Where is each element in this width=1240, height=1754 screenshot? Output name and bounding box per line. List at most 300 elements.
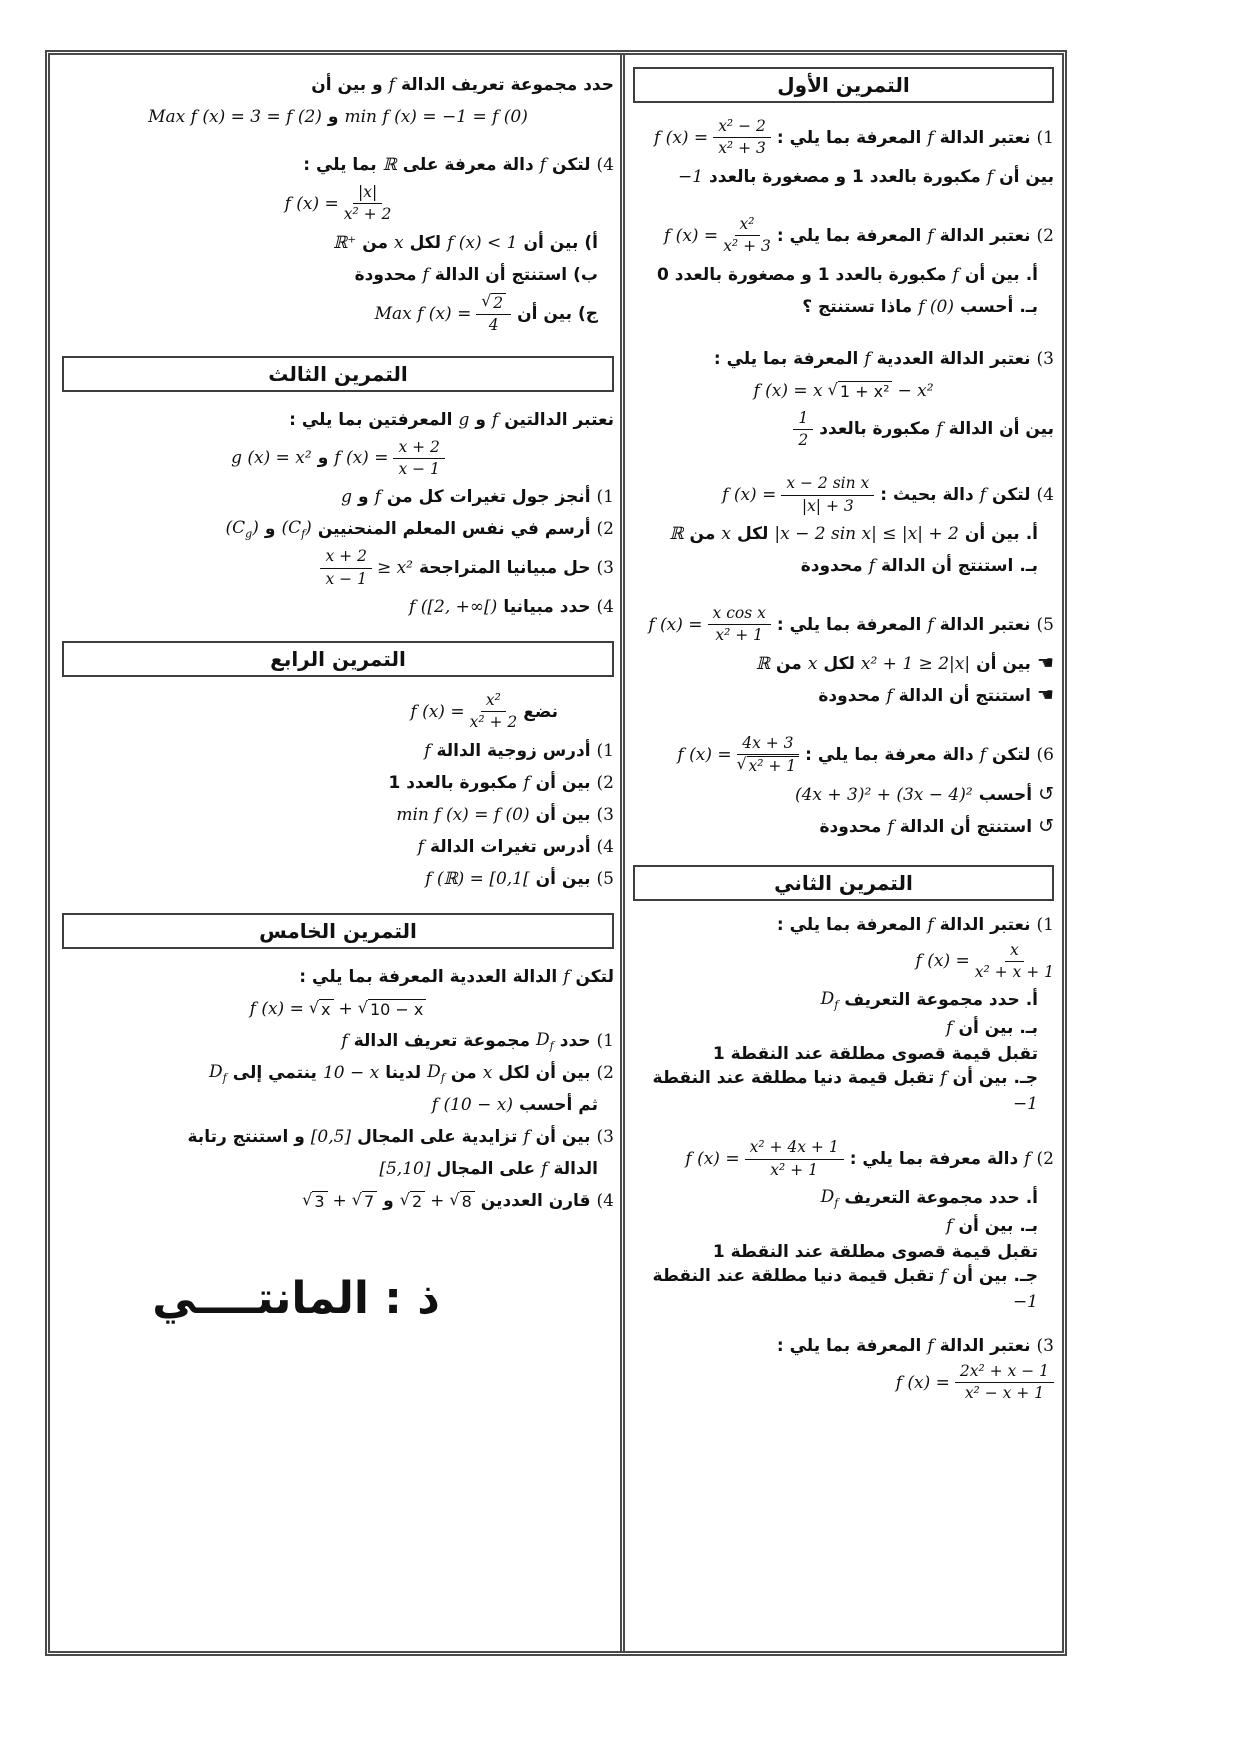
text: و استنتج رتابة: [187, 1126, 305, 1147]
curve-Cg: [226, 518, 259, 540]
fraction: [470, 691, 518, 733]
math-R: ℝ: [755, 653, 770, 674]
math-Df: [821, 989, 839, 1011]
math-inequality: x² + 1 ≥ 2|x|: [860, 653, 971, 674]
item-number: 4): [596, 155, 614, 175]
formula-g: g (x) = x²: [231, 448, 312, 469]
line: [633, 474, 1054, 516]
text: بين أن: [964, 524, 1020, 544]
item-number: 3): [596, 558, 614, 579]
radical-sign: √: [827, 379, 838, 399]
math-plus: +: [338, 998, 353, 1019]
fraction-denominator: x² + 1: [770, 1160, 818, 1179]
math-f: f: [979, 745, 987, 766]
line: [62, 593, 614, 621]
sub-line-a: [62, 229, 614, 257]
exercise-3: [62, 406, 614, 622]
line: [62, 483, 614, 511]
text: تقبل قيمة قصوى مطلقة عند النقطة 1: [712, 1242, 1038, 1262]
fraction-numerator: x cos x: [708, 604, 771, 625]
radicand: x² + 1: [747, 756, 800, 776]
math-D: D: [209, 1061, 223, 1082]
text: بين أن: [535, 804, 591, 825]
math-R-plus: ℝ⁺: [333, 232, 357, 253]
fraction: [723, 215, 771, 257]
text: أحسب: [978, 784, 1033, 805]
text: مكبورة بالعدد 1 و مصغورة بالعدد 0: [656, 264, 947, 285]
fraction-denominator: x² + 2: [469, 713, 518, 732]
line: [62, 737, 614, 765]
math-expression: (4x + 3)² + (3x − 4)²: [794, 784, 973, 805]
fraction: [476, 293, 511, 336]
text: بين أن: [535, 772, 591, 793]
formula: [753, 381, 933, 401]
math-C: C: [232, 518, 246, 539]
formula: [722, 474, 874, 516]
text: دالة معرفة بما يلي :: [849, 1149, 1019, 1170]
math-f: f: [936, 419, 943, 440]
text: تقبل قيمة دنيا مطلقة عند النقطة: [652, 1068, 935, 1089]
math-f: f: [868, 556, 875, 576]
text: نعتبر الدالة: [939, 914, 1031, 935]
math-f: f: [1024, 1149, 1031, 1170]
math-D: D: [820, 989, 835, 1010]
text: حدد: [559, 1030, 591, 1051]
line: [62, 71, 614, 99]
math-f: f: [417, 836, 424, 857]
text: لدينا: [385, 1062, 422, 1083]
text: حدد مجموعة التعريف: [844, 990, 1020, 1011]
item-number: 2): [596, 772, 614, 793]
radical-sign: √: [357, 997, 368, 1017]
line: [633, 1138, 1054, 1180]
text: ينتمي إلى: [232, 1062, 317, 1083]
text: لتكن: [552, 155, 591, 175]
formula: [916, 941, 1054, 983]
text: بين أن: [999, 166, 1054, 187]
text: بين أن: [952, 1068, 1008, 1089]
sum-of-roots: [302, 1191, 377, 1211]
text: و بين أن: [311, 75, 383, 95]
math-range: f (ℝ) = [0,1[: [425, 868, 530, 889]
ex1-item-5: [633, 604, 1054, 710]
line: [62, 801, 614, 829]
line: [633, 604, 1054, 646]
text: بين أن: [535, 868, 591, 889]
math-x: x: [721, 524, 731, 544]
radical-sign: √: [302, 1189, 313, 1209]
left-item-4: [62, 151, 614, 336]
radicand: 2: [410, 1191, 425, 1211]
paren: ): [252, 518, 259, 539]
bullet-line: [633, 781, 1054, 809]
radicand: 7: [362, 1191, 377, 1211]
math-f: f: [952, 264, 959, 285]
radical-sign: √: [481, 291, 492, 310]
line: [62, 865, 614, 893]
text: من: [689, 524, 716, 544]
text: مكبورة بالعدد: [819, 419, 931, 440]
math-D: D: [536, 1029, 550, 1050]
text: لكل: [823, 653, 855, 674]
square-root: [737, 756, 800, 776]
text: دالة معرفة على: [402, 155, 534, 175]
fraction-numerator: x + 2: [320, 547, 371, 568]
line: [633, 409, 1054, 451]
text: بين أن: [964, 264, 1020, 285]
item-number: 4): [596, 597, 614, 617]
text-waw: و: [264, 519, 276, 540]
text: بين أن: [958, 1216, 1014, 1236]
text: نضع: [523, 701, 558, 722]
line: [62, 547, 614, 589]
bullet-line: [633, 682, 1054, 710]
formula: [250, 999, 427, 1019]
math-lead: f (x) =: [334, 448, 389, 469]
text: بما يلي :: [303, 155, 377, 175]
fraction-numerator: x²: [735, 215, 760, 236]
square-root: [400, 1191, 425, 1211]
math-lead: f (x) =: [895, 1372, 950, 1393]
fraction: [708, 604, 771, 646]
math-tail: ≥ x²: [376, 558, 413, 579]
formula: [685, 1138, 843, 1180]
line: [62, 833, 614, 861]
sub-label: جـ.: [1013, 1068, 1038, 1089]
exercise-4: [62, 691, 614, 893]
math-lead: f (x) =: [722, 485, 777, 506]
fraction: [713, 117, 771, 159]
sub-label: بـ.: [1019, 1018, 1038, 1039]
math-number: −1: [1012, 1094, 1038, 1115]
fraction-numerator: 2x² + x − 1: [955, 1362, 1054, 1383]
item-number: 3): [1036, 1336, 1054, 1356]
subscript-g: g: [245, 527, 253, 541]
math-Df: [536, 1030, 554, 1052]
formula-line: [62, 691, 614, 733]
text: بين أن: [952, 1266, 1008, 1286]
math-f: f: [927, 914, 934, 935]
text: استنتج أن الدالة: [434, 264, 568, 285]
fraction-numerator: [476, 293, 511, 315]
rotate-arrow-icon: ↺: [1038, 815, 1054, 837]
fraction: [781, 474, 874, 516]
text: أنجز جول تغيرات كل من: [386, 487, 591, 508]
math-f: f: [491, 409, 499, 430]
fraction-denominator: |x| + 3: [801, 496, 854, 515]
formula: [677, 734, 799, 777]
fraction-numerator: x² − 2: [713, 117, 771, 138]
text: الدالة العددية المعرفة بما يلي :: [299, 966, 558, 987]
formula-line: [62, 438, 614, 480]
fraction: [745, 1138, 844, 1180]
left-column: [50, 55, 620, 1651]
text: بين أن: [517, 304, 572, 325]
item-number: 4): [1036, 485, 1054, 506]
text: لتكن: [575, 966, 614, 987]
fraction: [320, 547, 371, 589]
item-number: 2): [596, 519, 614, 540]
math-R: ℝ: [382, 155, 397, 175]
item-number: 2): [1036, 1149, 1054, 1170]
item-number: 5): [596, 868, 614, 889]
teacher-signature: ذ : المانتــــي: [152, 1272, 440, 1324]
item-number: 5): [1036, 614, 1054, 635]
right-column: [625, 55, 1062, 1651]
item-number: 4): [596, 836, 614, 857]
text: استنتج أن الدالة: [881, 556, 1014, 576]
radicand: x: [319, 999, 333, 1019]
sub-line-b: [62, 261, 614, 289]
math-f: f: [927, 225, 934, 246]
fraction-denominator: x² + x + 1: [974, 962, 1054, 981]
formula: [410, 691, 517, 733]
text: ماذا تستنتج ؟: [802, 296, 913, 317]
sub-line-c: [633, 1068, 1054, 1114]
ex1-item-1: [633, 117, 1054, 191]
text: دالة معرفة بما يلي :: [805, 745, 974, 766]
math-f: f: [979, 485, 987, 506]
text: حل مبيانيا المتراجحة: [419, 558, 591, 579]
square-root: [828, 381, 893, 401]
fraction-numerator: x + 2: [393, 438, 444, 459]
fraction-numerator: 4x + 3: [737, 734, 798, 755]
text: تقبل قيمة قصوى مطلقة عند النقطة 1: [712, 1044, 1038, 1065]
ex1-item-4: [633, 474, 1054, 580]
radicand: 10 − x: [368, 999, 426, 1019]
text: المعرفتين بما يلي :: [289, 409, 453, 430]
math-f: f: [523, 772, 530, 793]
line: [633, 915, 1054, 983]
text-waw: و: [475, 409, 486, 430]
math-lead: f (x) =: [663, 225, 719, 246]
sub-line-b: [633, 552, 1054, 580]
text: دالة بحيث :: [880, 485, 974, 506]
text: أدرس زوجية الدالة: [436, 740, 591, 761]
fraction-denominator: 2: [798, 430, 809, 449]
line: [62, 963, 614, 991]
math-Df: [209, 1062, 227, 1084]
fraction-denominator: x² − x + 1: [964, 1384, 1045, 1403]
sum-of-roots: [400, 1191, 475, 1211]
math-x: x: [394, 232, 404, 253]
sub-line-b: [633, 293, 1054, 321]
formula-line: [633, 377, 1054, 405]
line: [62, 406, 614, 434]
sub-label: ب): [573, 264, 598, 285]
math-D: D: [427, 1061, 441, 1082]
text: الدالة: [553, 1158, 598, 1179]
math-Df: [427, 1062, 445, 1084]
line: [62, 1059, 614, 1087]
math-plus: +: [332, 1190, 347, 1211]
text: المعرفة بما يلي :: [713, 348, 859, 369]
math-f: f: [940, 1068, 947, 1089]
text: المعرفة بما يلي :: [776, 127, 922, 148]
subscript-f: f: [222, 1070, 227, 1084]
text: من: [776, 653, 802, 674]
math-max: Max f (x) = 3 = f (2): [148, 107, 322, 127]
fraction: [955, 1362, 1054, 1404]
text: لكل: [409, 232, 442, 253]
text-waw: و: [327, 107, 339, 127]
math-plus: +: [430, 1190, 445, 1211]
text: نعتبر الدالة: [939, 1336, 1031, 1356]
text: المعرفة بما يلي :: [776, 1336, 922, 1356]
fraction-numerator: x² + 4x + 1: [745, 1138, 844, 1159]
text: حدد مجموعة التعريف: [844, 1188, 1020, 1208]
ex2-item-2: [633, 1138, 1054, 1312]
fraction: [975, 941, 1054, 983]
math-g: g: [458, 409, 470, 430]
text-waw: و: [357, 487, 369, 508]
item-number: 6): [1036, 745, 1054, 766]
math-f: f: [927, 1336, 934, 1356]
text: نعتبر الدالة: [939, 614, 1031, 635]
sub-line-a: [633, 986, 1054, 1014]
subscript-f: f: [440, 1070, 445, 1084]
text: لتكن: [992, 745, 1031, 766]
text: بين أن: [535, 1126, 591, 1147]
math-inequality: f (x) < 1: [447, 232, 518, 253]
line: [633, 215, 1054, 257]
line: [633, 1336, 1054, 1404]
ex1-item-3: [633, 345, 1054, 451]
fraction-numerator: x: [1005, 941, 1024, 962]
fraction-denominator: x² + 1: [715, 626, 764, 645]
math-f: f: [946, 1018, 953, 1039]
math-f: f: [887, 816, 894, 837]
text: محدودة: [819, 816, 882, 837]
exercise-2-title: التمرين الثاني: [633, 865, 1054, 901]
text: حدد مبيانيا: [503, 597, 591, 617]
text: المعرفة بما يلي :: [776, 614, 922, 635]
exercise-3-title: التمرين الثالث: [62, 356, 614, 392]
exercise-5-title: التمرين الخامس: [62, 913, 614, 949]
text: محدودة: [354, 264, 417, 285]
math-x: x: [482, 1062, 493, 1083]
fraction-denominator: x − 1: [398, 459, 440, 478]
text: بين أن: [976, 653, 1031, 674]
radicand: 1 + x²: [838, 381, 893, 401]
sub-line-a: [633, 261, 1054, 289]
line: [62, 1187, 614, 1215]
ex1-item-6: [633, 734, 1054, 841]
subscript-f: f: [834, 1196, 839, 1210]
text: من: [450, 1062, 477, 1083]
pointing-hand-icon: ☚: [1036, 684, 1054, 707]
sub-line-a: [633, 1184, 1054, 1212]
item-number: 3): [596, 1126, 614, 1147]
math-lead: f (x) =: [410, 701, 465, 722]
math-f: f: [864, 348, 871, 369]
text: محدودة: [818, 685, 881, 706]
math-f: f: [946, 1216, 953, 1236]
math-lead: Max f (x) =: [374, 304, 472, 325]
text: محدودة: [800, 556, 863, 576]
text: بين أن لكل: [498, 1062, 591, 1083]
text: المعرفة بما يلي :: [776, 914, 922, 935]
sub-label: بـ.: [1019, 556, 1038, 576]
fraction: [737, 734, 800, 777]
sub-label: أ.: [1025, 524, 1038, 544]
math-image-set: f ([2, +∞[): [409, 597, 498, 617]
text: نعتبر الدالة العددية: [876, 348, 1031, 369]
sub-label: أ): [584, 232, 598, 253]
radical-sign: √: [308, 997, 320, 1017]
sub-label: أ.: [1025, 990, 1038, 1011]
text: من: [362, 232, 389, 253]
formula: [285, 183, 392, 225]
math-lead: f (x) =: [677, 745, 732, 766]
math-f: f: [886, 685, 893, 706]
formula: [375, 293, 512, 336]
text-waw: و: [317, 448, 329, 469]
math-tail: − x²: [897, 380, 934, 401]
math-inequality: |x − 2 sin x| ≤ |x| + 2: [774, 524, 959, 544]
math-interval: [5,10]: [379, 1158, 431, 1179]
paren: ): [305, 518, 312, 539]
text: ثم أحسب: [518, 1094, 598, 1115]
line: [633, 163, 1054, 191]
rotate-arrow-icon: ↺: [1038, 783, 1054, 805]
radical-sign: √: [399, 1189, 410, 1209]
sub-line-c: [633, 1266, 1054, 1312]
math-R: ℝ: [669, 524, 684, 544]
subscript-f: f: [549, 1038, 554, 1052]
math-f: f: [388, 75, 395, 95]
item-number: 1): [596, 1030, 614, 1051]
bullet-line: [633, 813, 1054, 841]
formula: [654, 117, 771, 159]
square-root: [449, 1191, 474, 1211]
line: [62, 1091, 614, 1119]
exercise-5: [62, 963, 614, 1215]
item-number: 2): [596, 1062, 614, 1083]
exercise-1-title: التمرين الأول: [633, 67, 1054, 103]
text: بين أن: [958, 1018, 1014, 1039]
fraction: [344, 183, 392, 225]
radicand: 3: [312, 1191, 327, 1211]
square-root: [481, 293, 506, 313]
math-number: −1: [677, 166, 704, 187]
sub-line-a: [633, 520, 1054, 548]
text: المعرفة بما يلي :: [776, 225, 922, 246]
square-root: [352, 1191, 377, 1211]
line: [62, 103, 614, 131]
math-f: f: [539, 155, 547, 175]
text: نعتبر الدالة: [939, 225, 1031, 246]
worksheet-frame: [45, 50, 1067, 1656]
sub-label: جـ.: [1013, 1266, 1038, 1286]
line: [633, 117, 1054, 159]
math-f: f: [422, 264, 429, 285]
text: مجموعة تعريف الدالة: [353, 1030, 531, 1051]
math-expression: f (10 − x): [431, 1094, 513, 1115]
item-number: 1): [1036, 914, 1054, 935]
ex2-item-3: [633, 1336, 1054, 1404]
subscript-f: f: [834, 998, 839, 1012]
text: أدرس تغيرات الدالة: [429, 836, 591, 857]
math-f: f: [927, 614, 934, 635]
math-C: C: [288, 518, 302, 539]
pointing-hand-icon: ☚: [1036, 652, 1054, 675]
math-f: f: [374, 487, 381, 508]
ex2-item-1: [633, 915, 1054, 1115]
item-number: 4): [596, 1190, 614, 1211]
text: على المجال: [436, 1158, 536, 1179]
line: [633, 734, 1054, 777]
